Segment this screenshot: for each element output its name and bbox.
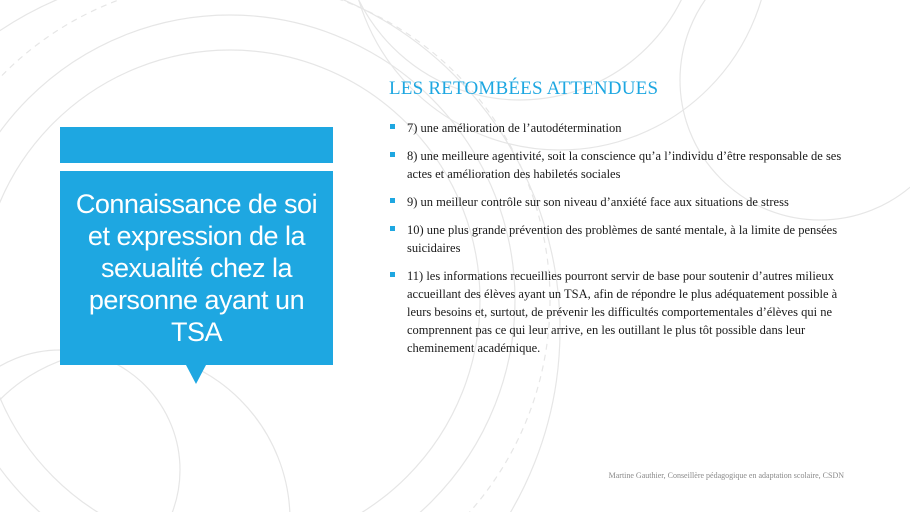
title-pointer (186, 365, 206, 384)
bullet-square-icon (390, 198, 395, 203)
bullet-square-icon (390, 272, 395, 277)
bullet-text: 10) une plus grande prévention des problèmes de santé mentale, à la limite de pensées suicidaires (407, 223, 838, 255)
bullet-text: 11) les informations recueillies pourront servir de base pour soutenir d’autres milieux accueillant des élèves ayant un TSA, afin de répondre le plus adéquatement possible à leurs besoins et, surtout, de prévenir les difficultés comportementales d’élèves qui ne comprennent pas ce qui leur arrive, en les outillant le plus tôt possible dans leur cheminement académique. (407, 269, 838, 355)
bullet-item (389, 267, 849, 357)
bullet-item (389, 119, 849, 137)
bullet-item (389, 193, 849, 211)
bullet-item (389, 147, 849, 183)
bullet-item (389, 221, 849, 257)
bullet-text: 7) une amélioration de l’autodétermination (407, 121, 622, 135)
title-accent-strip (60, 127, 333, 163)
bullet-square-icon (390, 152, 395, 157)
bullet-square-icon (390, 226, 395, 231)
slide-title: Connaissance de soi et expression de la sexualité chez la personne ayant un TSA (75, 189, 318, 347)
footer-credit: Martine Gauthier, Conseillère pédagogique en adaptation scolaire, CSDN (608, 471, 844, 480)
bullet-list (389, 119, 849, 367)
bullet-text: 8) une meilleure agentivité, soit la conscience qu’a l’individu d’être responsable de ses actes et amélioration des habiletés sociales (407, 149, 842, 181)
title-box (60, 171, 333, 365)
bullet-text: 9) un meilleur contrôle sur son niveau d’anxiété face aux situations de stress (407, 195, 789, 209)
section-heading: LES RETOMBÉES ATTENDUES (389, 78, 659, 99)
bullet-square-icon (390, 124, 395, 129)
